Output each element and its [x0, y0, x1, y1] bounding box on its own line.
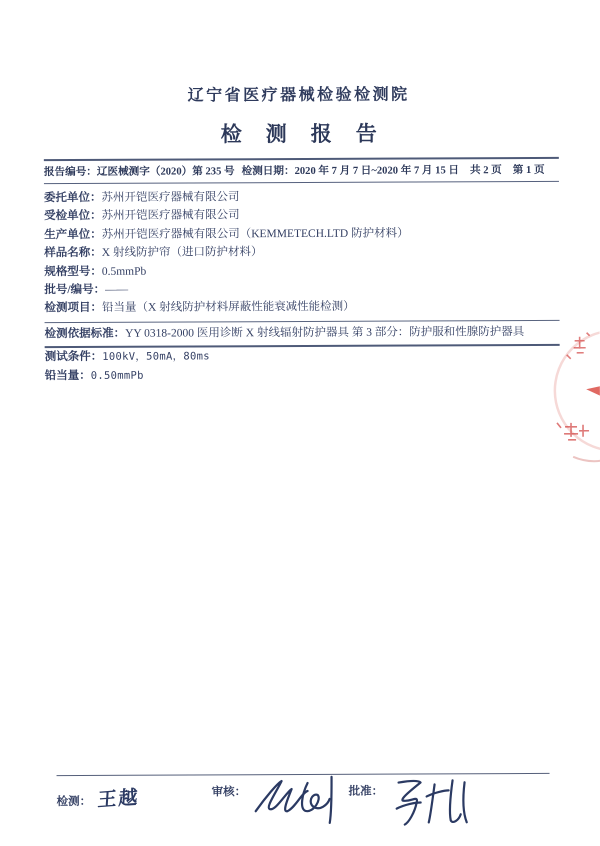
tester-label: 检测： [56, 795, 92, 809]
field-row-batch-no: 批号/编号：—— [44, 283, 129, 297]
approver-block [349, 783, 384, 799]
signature-footer [57, 782, 572, 839]
test-condition-row: 测试条件：100kV，50mA，80ms [44, 350, 210, 363]
report-no-value: 辽医械测字（2020）第 235 号 [96, 166, 235, 178]
reviewer-label: 审核： [211, 786, 247, 799]
approver-label: 批准： [348, 785, 384, 798]
test-date-label: 检测日期： [241, 166, 295, 178]
approver-signature-icon [391, 772, 481, 830]
page-number: 第 1 页 [512, 164, 545, 177]
test-date-value: 2020 年 7 月 7 日~2020 年 7 月 15 日 [294, 165, 460, 178]
seal-graphic [543, 315, 600, 470]
field-row-client: 委托单位：苏州开铠医疗器械有限公司 [43, 191, 240, 205]
tester-block [57, 784, 140, 811]
field-row-standard: 检测依据标准：YY 0318-2000 医用诊断 X 射线辐射防护器具 第 3 部分：防护服和性腺防护器具 [44, 325, 525, 340]
reviewer-block [212, 783, 247, 799]
stamp-smudge [573, 457, 600, 462]
institute-name: 辽宁省医疗器械检验检测院 [187, 86, 410, 105]
total-pages: 共 2 页 [469, 165, 502, 177]
field-row-inspected-unit: 受检单位：苏州开铠医疗器械有限公司 [44, 209, 240, 223]
stamp-text-fragment-bottom [557, 423, 589, 440]
tester-signature: 王越 [96, 787, 140, 812]
field-list [44, 182, 560, 318]
reviewer-signature-icon [252, 769, 352, 829]
report-body [44, 157, 560, 387]
field-row-test-item: 检测项目：铅当量（X 射线防护材料屏蔽性能衰减性能检测） [44, 301, 355, 315]
seal-star-icon [582, 360, 600, 420]
report-title: 检测报告 [220, 121, 401, 147]
field-row-manufacturer: 生产单位：苏州开铠医疗器械有限公司（KEMMETECH.LTD 防护材料） [44, 227, 409, 241]
report-no-label: 报告编号： [43, 166, 97, 179]
official-seal-partial [543, 315, 600, 470]
field-row-sample-name: 样品名称：X 射线防护帘（进口防护材料） [44, 246, 263, 260]
report-meta-row [44, 157, 559, 184]
field-row-spec-model: 规格型号：0.5mmPb [44, 265, 147, 278]
lead-equivalent-row: 铅当量：0.50mmPb [44, 370, 144, 383]
